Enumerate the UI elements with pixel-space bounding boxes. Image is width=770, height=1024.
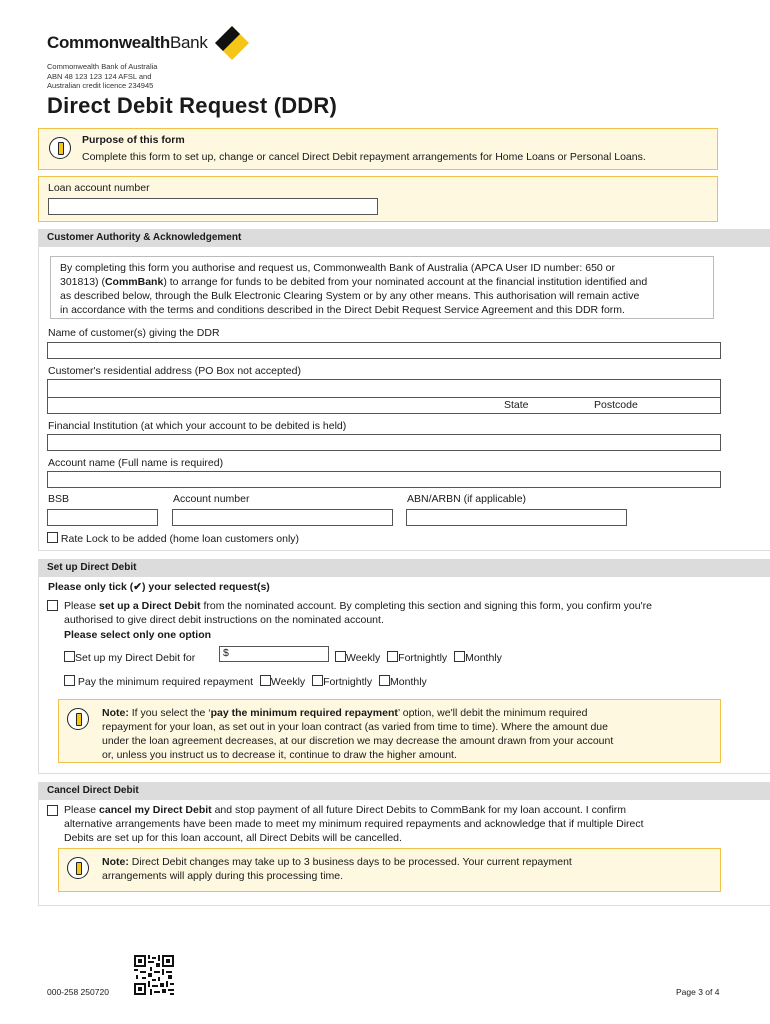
cancel-direct-debit-checkbox[interactable] [47, 805, 58, 816]
option-amount-checkbox[interactable] [64, 651, 75, 662]
monthly-checkbox-2[interactable] [379, 675, 390, 686]
fortnightly-checkbox-2[interactable] [312, 675, 323, 686]
setup-note-text: Note: If you select the ‘pay the minimum required repayment’ option, we'll debit the minimum required repayment for your loan, as set out in your loan contract (as varied from time to time). Where the amount due under the loan agreement decreases, at our discretion we may decrease the amount drawn from your account or, unless you instruct us to decrease it, continue to draw the higher amount. [102, 707, 614, 761]
purpose-title: Purpose of this form [82, 134, 185, 146]
authority-heading: Customer Authority & Acknowledgement [38, 229, 770, 247]
cancel-paragraph: Please cancel my Direct Debit and stop payment of all future Direct Debits to CommBank for my loan account. I confirm alternative arrangements have been made to meet my minimum required repayments and acknowledge that if multiple Direct Debits are set up for this loan account, all Direct Debits will be cancelled. [64, 804, 644, 844]
info-icon [67, 857, 89, 879]
qr-code-icon [134, 955, 174, 995]
account-name-input[interactable] [47, 471, 721, 488]
commbank-diamond-icon [214, 25, 250, 61]
frequency-row-1: Weekly Fortnightly Monthly [335, 651, 502, 664]
cancel-checkbox-row [47, 805, 58, 818]
rate-lock-label: Rate Lock to be added (home loan customers only) [60, 533, 300, 545]
loan-account-input[interactable] [48, 198, 378, 215]
financial-institution-input[interactable] [47, 434, 721, 451]
cancel-heading: Cancel Direct Debit [38, 782, 770, 800]
form-code: 000-258 250720 [47, 987, 109, 997]
customer-name-label: Name of customer(s) giving the DDR [48, 327, 220, 339]
cancel-note [58, 848, 721, 892]
loan-account-label: Loan account number [48, 182, 150, 194]
setup-paragraph: Please set up a Direct Debit from the nominated account. By completing this section and signing this form, you confirm you're authorised to give direct debit instructions on the nominated account. [64, 600, 652, 626]
select-one-label: Please select only one option [64, 629, 212, 641]
abn-input[interactable] [406, 509, 627, 526]
company-details: Commonwealth Bank of Australia ABN 48 123 123 124 AFSL and Australian credit licence 234945 [47, 62, 158, 90]
rate-lock-checkbox[interactable] [47, 532, 58, 543]
brand-name: CommonwealthBank [47, 33, 208, 52]
setup-checkbox-row [47, 600, 58, 613]
cancel-note-text: Note: Direct Debit changes may take up to 3 business days to be processed. Your current repayment arrangements will apply during this processing time. [102, 856, 572, 882]
purpose-text: Complete this form to set up, change or cancel Direct Debit repayment arrangements for Home Loans or Personal Loans. [82, 151, 646, 163]
account-number-input[interactable] [172, 509, 393, 526]
postcode-label: Postcode [594, 399, 638, 411]
fortnightly-checkbox-1[interactable] [387, 651, 398, 662]
option-minimum-row: Pay the minimum required repayment Weekly Fortnightly Monthly [64, 675, 427, 688]
purpose-box [38, 128, 718, 170]
authority-text: By completing this form you authorise and request us, Commonwealth Bank of Australia (APCA User ID number: 650 or 301813) (CommBank) to arrange for funds to be debited from your nominated account at the financial institution identified and as described below, through the Bulk Electronic Clearing System or by any other means. This authorisation will remain active in accordance with the terms and conditions described in the Direct Debit Request Service Agreement and this DDR form. [50, 256, 714, 319]
page-number: Page 3 of 4 [676, 987, 720, 997]
option-amount-label: Set up my Direct Debit for [75, 652, 196, 664]
amount-input[interactable] [219, 646, 329, 662]
dollar-sign: $ [223, 647, 229, 659]
setup-direct-debit-checkbox[interactable] [47, 600, 58, 611]
abn-label: ABN/ARBN (if applicable) [407, 493, 527, 505]
monthly-checkbox-1[interactable] [454, 651, 465, 662]
bsb-label: BSB [48, 493, 70, 505]
account-name-label: Account name (Full name is required) [48, 457, 224, 469]
setup-heading: Set up Direct Debit [38, 559, 770, 577]
customer-name-input[interactable] [47, 342, 721, 359]
setup-note [58, 699, 721, 763]
option-amount-row [64, 651, 195, 664]
weekly-checkbox-1[interactable] [335, 651, 346, 662]
info-icon [67, 708, 89, 730]
financial-institution-label: Financial Institution (at which your account to be debited is held) [48, 420, 347, 432]
state-label: State [504, 399, 529, 411]
rate-lock-row [47, 532, 299, 545]
address-input[interactable] [47, 379, 721, 414]
info-icon [49, 137, 71, 159]
bsb-input[interactable] [47, 509, 158, 526]
brand-logo [47, 25, 250, 61]
account-number-label: Account number [173, 493, 250, 505]
loan-account-box [38, 176, 718, 222]
option-minimum-label: Pay the minimum required repayment [77, 676, 253, 688]
weekly-checkbox-2[interactable] [260, 675, 271, 686]
address-label: Customer's residential address (PO Box not accepted) [48, 365, 301, 377]
page-title: Direct Debit Request (DDR) [47, 93, 338, 118]
option-minimum-checkbox[interactable] [64, 675, 75, 686]
setup-instruction: Please only tick (✔) your selected request(s) [48, 581, 270, 593]
